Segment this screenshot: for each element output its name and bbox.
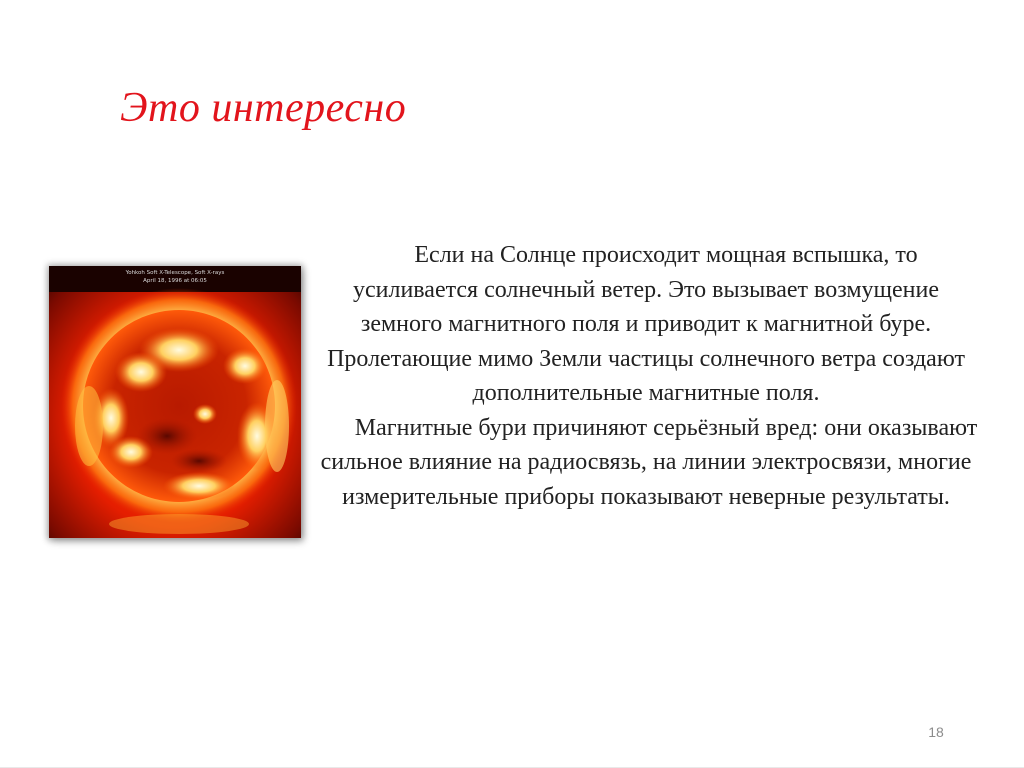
image-caption-line: Yohkoh Soft X-Telescope, Soft X-rays (125, 270, 225, 276)
sun-xray-image (49, 266, 301, 538)
body-text (312, 238, 980, 514)
image-caption-line: April 18, 1996 at 06:05 (143, 278, 207, 284)
sun-image-graphic (49, 266, 301, 538)
paragraph: Магнитные бури причиняют серьёзный вред: они оказывают сильное влияние на радиосвязь, на линии электросвязи, многие измерительные приборы показывают неверные результаты. (320, 414, 978, 510)
paragraph: Если на Солнце происходит мощная вспышка, то усиливается солнечный ветер. Это вызывает возмущение земного магнитного поля и приводит к магнитной буре. Пролетающие мимо Земли частицы солнечного ветра создают дополнительные магнитные поля. (327, 242, 965, 406)
image-caption (49, 269, 301, 285)
slide-title: Это интересно (120, 85, 407, 131)
page-number: 18 (928, 724, 944, 740)
